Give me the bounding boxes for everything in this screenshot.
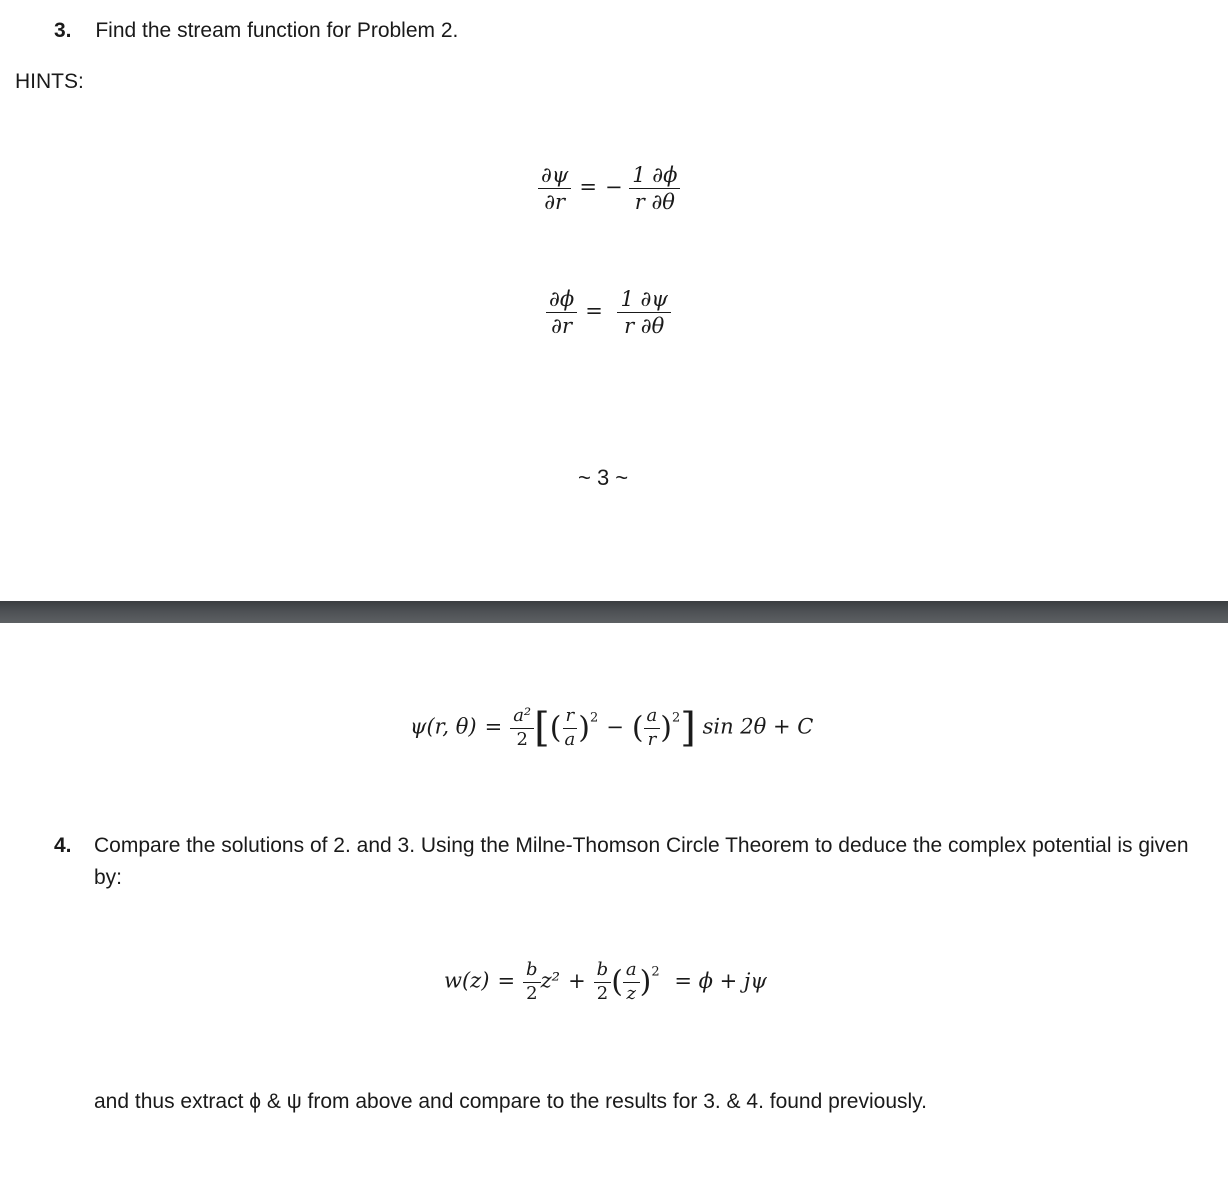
fraction-denominator: 2 (516, 728, 528, 750)
closing-instruction: and thus extract ϕ & ψ from above and compare to the results for 3. & 4. found previously. (94, 1090, 927, 1113)
fraction-denominator: ∂r (551, 314, 573, 339)
equals-sign: = (497, 968, 516, 993)
problem-number: 3. (54, 19, 72, 42)
fraction-numerator: a² (510, 706, 534, 729)
equals-sign: = (484, 714, 503, 739)
fraction-numerator: r (563, 706, 578, 729)
equation-dphi-dr (546, 287, 671, 338)
fraction-denominator: r (647, 728, 657, 750)
equation-dpsi-dr (538, 163, 680, 214)
fraction-denominator: ∂r (544, 190, 566, 215)
page-divider (0, 601, 1228, 623)
solution-lhs: ψ(r, θ) (410, 714, 477, 739)
problem-text: Compare the solutions of 2. and 3. Using the Milne-Thomson Circle Theorem to deduce the complex potential is given by: (94, 834, 1189, 889)
fraction-denominator: a (564, 728, 576, 750)
fraction-numerator: ∂ψ (538, 163, 571, 189)
fraction-denominator: z (626, 982, 637, 1004)
fraction-numerator: 1 ∂ϕ (629, 163, 680, 189)
plus-sign: + (568, 968, 586, 993)
exponent: 2 (651, 964, 660, 980)
fraction-numerator: a (623, 960, 640, 983)
fraction-numerator: 1 ∂ψ (617, 287, 670, 313)
fraction-numerator: b (594, 960, 612, 983)
problem-number: 4. (54, 834, 72, 857)
equation-rhs: = ϕ + jψ (674, 968, 767, 993)
fraction-denominator: 2 (596, 982, 609, 1004)
exponent: 2 (589, 710, 599, 726)
problem-3-heading (54, 15, 458, 47)
equals-sign: = (585, 299, 603, 324)
exponent: 2 (672, 710, 681, 726)
bracket-close: ] (680, 705, 696, 751)
minus-sign: − (606, 714, 624, 739)
term-z-squared: z² (540, 968, 561, 993)
problem-text: Find the stream function for Problem 2. (95, 19, 459, 42)
fraction-numerator: ∂ϕ (546, 287, 577, 313)
equals-sign: = (579, 175, 597, 200)
complex-potential-equation: w(z) = $\frac{b}{2}$ z² + $\frac{b}{2}$ ( $\frac{a}{z}$ )$^2$ = ϕ + jψ (444, 959, 767, 1004)
fraction-numerator: a (644, 706, 661, 729)
fraction-denominator: r ∂θ (634, 190, 675, 215)
fraction-denominator: r ∂θ (624, 314, 665, 339)
fraction-numerator: b (523, 960, 541, 983)
problem-4-heading (54, 830, 1204, 893)
hints-label: HINTS: (15, 70, 84, 93)
page-number: ~ 3 ~ (578, 465, 629, 490)
stream-function-solution: ψ(r, θ) = $\frac{\text{a²}}{2}$ [( $\frac{r}{a}$ )$^2$ − ( $\frac{a}{r}$ )$^2$] sin 2θ + C (410, 704, 814, 751)
minus-sign: − (604, 175, 623, 200)
fraction-denominator: 2 (526, 982, 538, 1004)
bracket-open: [ (534, 705, 550, 751)
equation-lhs: w(z) (444, 968, 490, 993)
solution-tail: sin 2θ + C (702, 714, 814, 739)
